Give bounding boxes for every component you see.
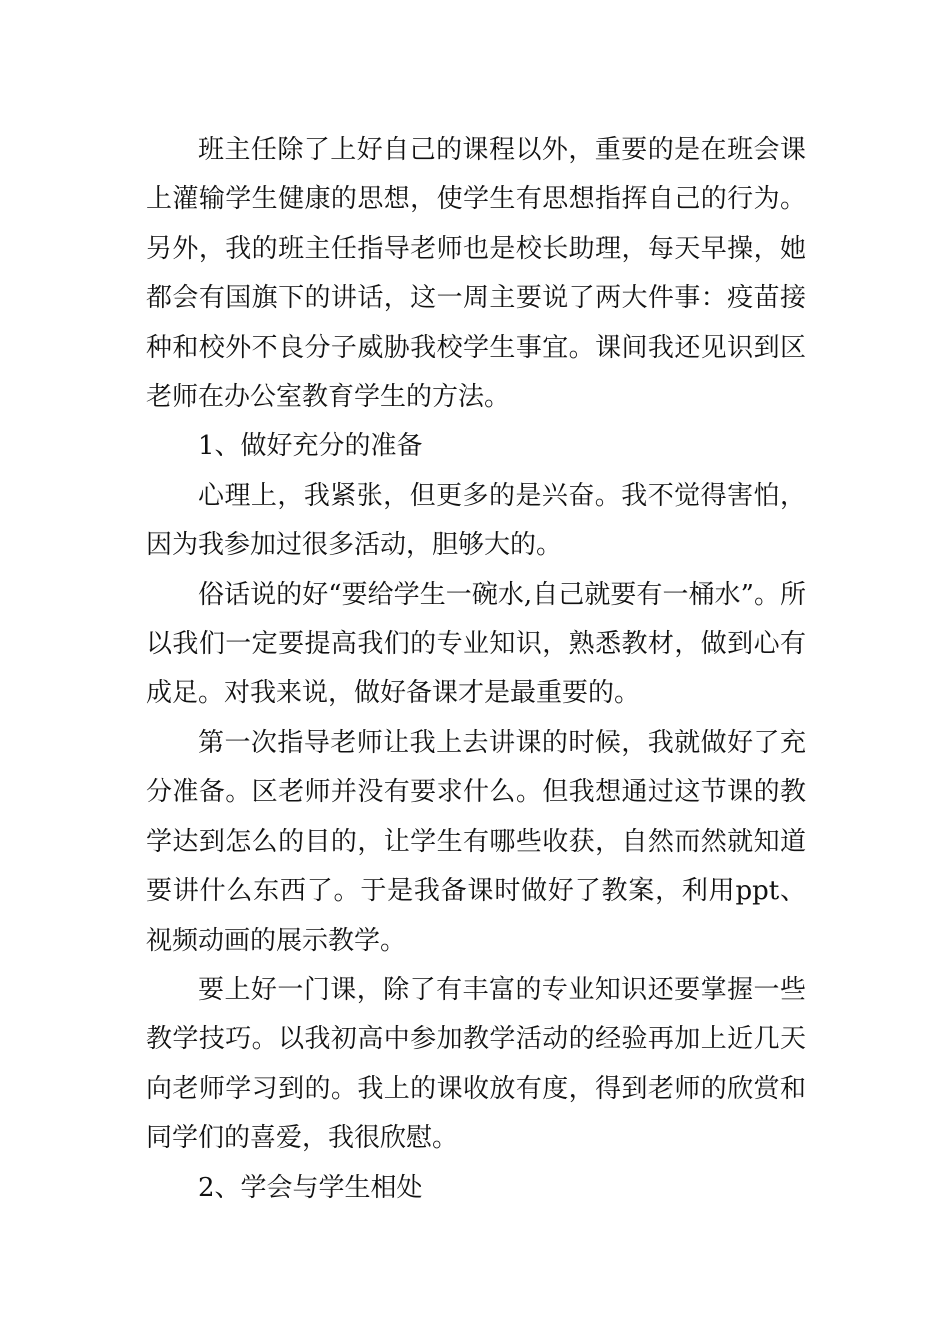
section-heading-preparation: 1、做好充分的准备 bbox=[198, 431, 423, 462]
section-heading-student-relations: 2、学会与学生相处 bbox=[198, 1172, 423, 1203]
paragraph-psychological-state: 心理上，我紧张，但更多的是兴奋。我不觉得害怕，因为我参加过很多活动，胆够大的。 bbox=[146, 480, 806, 561]
document-body bbox=[146, 126, 806, 1213]
paragraph-first-lecture: 第一次指导老师让我上去讲课的时候，我就做好了充分准备。区老师并没有要求什么。但我想通过这节课的教学达到怎么的目的，让学生有哪些收获，自然而然就知道要讲什么东西了。于是我备课时做好了教案，利用ppt、视频动画的展示教学。 bbox=[146, 727, 806, 956]
paragraph-teaching-skills: 要上好一门课，除了有丰富的专业知识还要掌握一些教学技巧。以我初高中参加教学活动的经验再加上近几天向老师学习到的。我上的课收放有度，得到老师的欣赏和同学们的喜爱，我很欣慰。 bbox=[146, 974, 806, 1154]
paragraph-professional-knowledge: 俗话说的好“要给学生一碗水,自己就要有一桶水”。所以我们一定要提高我们的专业知识，熟悉教材，做到心有成足。对我来说，做好备课才是最重要的。 bbox=[146, 579, 806, 709]
paragraph-class-teacher-duties: 班主任除了上好自己的课程以外，重要的是在班会课上灌输学生健康的思想，使学生有思想指挥自己的行为。另外，我的班主任指导老师也是校长助理，每天早操，她都会有国旗下的讲话，这一周主要说了两大件事：疫苗接种和校外不良分子威胁我校学生事宜。课间我还见识到区老师在办公室教育学生的方法。 bbox=[146, 135, 806, 413]
